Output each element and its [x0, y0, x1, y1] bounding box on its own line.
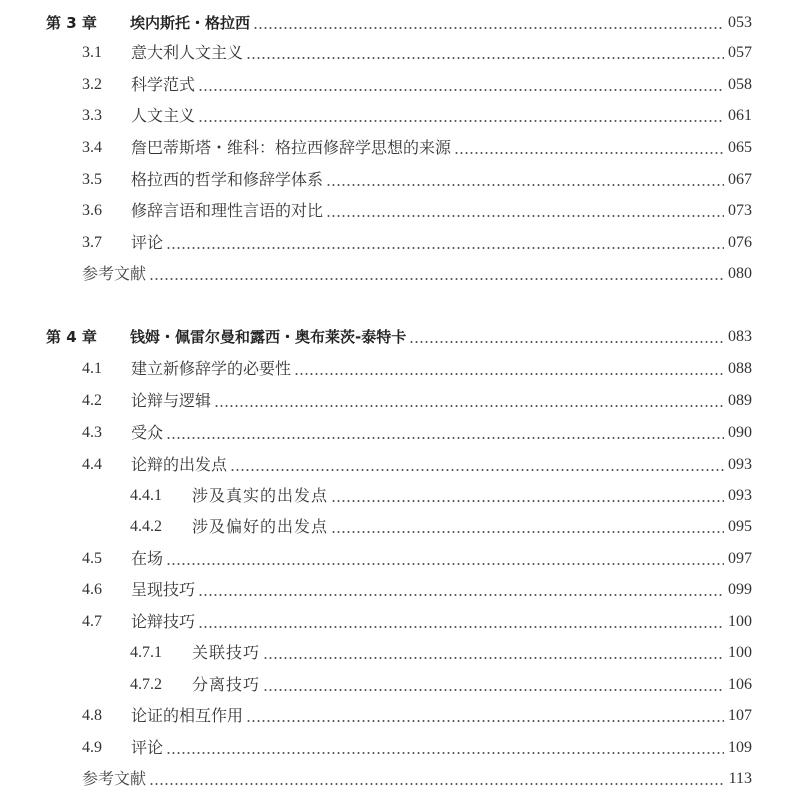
toc-entry-title: 格拉西的哲学和修辞学体系: [131, 170, 324, 189]
dot-leader: [149, 259, 724, 289]
toc-entry-number: 4.4.1: [130, 487, 162, 504]
toc-entry-title: 论证的相互作用: [131, 706, 244, 725]
toc-entry-title: 詹巴蒂斯塔・维科：格拉西修辞学思想的来源: [131, 138, 452, 157]
toc-entry-title: 钱姆・佩雷尔曼和露西・奥布莱茨-泰特卡: [130, 328, 407, 346]
toc-entry-title: 科学范式: [131, 75, 196, 94]
toc-entry-title: 在场: [131, 549, 164, 568]
dot-leader: [454, 133, 724, 163]
dot-leader: [409, 322, 724, 352]
toc-entry-number: 4.4.2: [130, 518, 162, 535]
toc-section-entry[interactable]: [82, 575, 752, 605]
toc-entry-number: 3.2: [82, 76, 102, 93]
toc-entry-title: 评论: [131, 738, 164, 757]
toc-chapter-entry[interactable]: [46, 8, 752, 38]
toc-page-number: 097: [728, 550, 752, 567]
toc-page-number: 053: [728, 14, 752, 31]
toc-section-entry[interactable]: [82, 733, 752, 763]
dot-leader: [198, 607, 724, 637]
toc-page-number: 088: [728, 360, 752, 377]
toc-page-number: 089: [728, 392, 752, 409]
toc-page-number: 093: [728, 487, 752, 504]
dot-leader: [326, 165, 724, 195]
toc-section-entry[interactable]: [82, 418, 752, 448]
toc-entry-number: 4.2: [82, 392, 102, 409]
toc-page-number: 095: [728, 518, 752, 535]
toc-page-number: 099: [728, 581, 752, 598]
toc-page-number: 109: [728, 739, 752, 756]
toc-entry-number: 3.4: [82, 139, 102, 156]
toc-page-number: 061: [728, 107, 752, 124]
toc-entry-number: 4.7: [82, 613, 102, 630]
dot-leader: [198, 575, 724, 605]
toc-page-number: 083: [728, 328, 752, 345]
toc-entry-title: 论辩的出发点: [131, 455, 228, 474]
toc-entry-number: 4.9: [82, 739, 102, 756]
toc-section-entry[interactable]: [82, 607, 752, 637]
toc-entry-title: 参考文献: [82, 769, 147, 788]
toc-entry-number: 4.4: [82, 456, 102, 473]
dot-leader: [149, 764, 725, 794]
toc-section-entry[interactable]: [82, 101, 752, 131]
toc-entry-number: 4.8: [82, 707, 102, 724]
toc-page-number: 100: [728, 613, 752, 630]
toc-entry-title: 建立新修辞学的必要性: [131, 359, 292, 378]
toc-page-number: 057: [728, 44, 752, 61]
toc-entry-title: 涉及偏好的出发点: [192, 517, 329, 536]
toc-entry-number: 3.7: [82, 234, 102, 251]
toc-entry-number: 4.6: [82, 581, 102, 598]
toc-entry-title: 修辞言语和理性言语的对比: [131, 201, 324, 220]
dot-leader: [246, 38, 724, 68]
dot-leader: [253, 8, 724, 38]
dot-leader: [166, 418, 724, 448]
toc-subsection-entry[interactable]: [130, 481, 752, 511]
dot-leader: [198, 70, 724, 100]
toc-section-entry[interactable]: [82, 165, 752, 195]
toc-entry-title: 人文主义: [131, 106, 196, 125]
toc-page-number: 076: [728, 234, 752, 251]
toc-page-number: 065: [728, 139, 752, 156]
toc-references-entry[interactable]: [82, 764, 752, 794]
dot-leader: [198, 101, 724, 131]
toc-entry-title: 呈现技巧: [131, 580, 196, 599]
toc-section-entry[interactable]: [82, 701, 752, 731]
toc-page-number: 100: [728, 644, 752, 661]
toc-section-entry[interactable]: [82, 450, 752, 480]
dot-leader: [166, 733, 724, 763]
toc-page-number: 080: [728, 265, 752, 282]
dot-leader: [246, 701, 724, 731]
toc-section-entry[interactable]: [82, 386, 752, 416]
toc-entry-title: 涉及真实的出发点: [192, 486, 329, 505]
toc-entry-number: 3.1: [82, 44, 102, 61]
toc-entry-number: 4.1: [82, 360, 102, 377]
toc-page-number: 073: [728, 202, 752, 219]
toc-subsection-entry[interactable]: [130, 512, 752, 542]
dot-leader: [214, 386, 724, 416]
toc-entry-number: 4.3: [82, 424, 102, 441]
dot-leader: [294, 354, 724, 384]
toc-entry-title: 评论: [131, 233, 164, 252]
toc-page-number: 093: [728, 456, 752, 473]
dot-leader: [263, 638, 724, 668]
toc-page-number: 113: [728, 770, 752, 787]
toc-chapter-entry[interactable]: [46, 322, 752, 352]
dot-leader: [326, 196, 724, 226]
dot-leader: [166, 544, 724, 574]
dot-leader: [263, 670, 724, 700]
dot-leader: [230, 450, 724, 480]
toc-section-entry[interactable]: [82, 196, 752, 226]
toc-page-number: 067: [728, 171, 752, 188]
toc-subsection-entry[interactable]: [130, 670, 752, 700]
toc-entry-title: 分离技巧: [192, 675, 261, 694]
dot-leader: [331, 481, 724, 511]
dot-leader: [166, 228, 724, 258]
toc-entry-title: 论辩技巧: [131, 612, 196, 631]
toc-entry-number: 4.7.2: [130, 676, 162, 693]
dot-leader: [331, 512, 724, 542]
toc-section-entry[interactable]: [82, 70, 752, 100]
toc-page-number: 106: [728, 676, 752, 693]
toc-entry-number: 3.6: [82, 202, 102, 219]
toc-section-entry[interactable]: [82, 228, 752, 258]
toc-entry-title: 参考文献: [82, 264, 147, 283]
toc-entry-title: 意大利人文主义: [131, 43, 244, 62]
toc-entry-number: 4.5: [82, 550, 102, 567]
toc-references-entry[interactable]: [82, 259, 752, 289]
toc-section-entry[interactable]: [82, 354, 752, 384]
toc-entry-title: 受众: [131, 423, 164, 442]
toc-entry-title: 论辩与逻辑: [131, 391, 212, 410]
toc-page-number: 058: [728, 76, 752, 93]
toc-entry-title: 埃内斯托・格拉西: [130, 14, 251, 32]
toc-subsection-entry[interactable]: [130, 638, 752, 668]
toc-entry-number: 3.5: [82, 171, 102, 188]
toc-entry-number: 4.7.1: [130, 644, 162, 661]
toc-entry-number: 3.3: [82, 107, 102, 124]
toc-page-number: 090: [728, 424, 752, 441]
toc-entry-title: 关联技巧: [192, 643, 261, 662]
toc-entry-number: 第 3 章: [46, 14, 97, 32]
toc-page-number: 107: [728, 707, 752, 724]
toc-section-entry[interactable]: [82, 133, 752, 163]
toc-section-entry[interactable]: [82, 544, 752, 574]
toc-entry-number: 第 4 章: [46, 328, 97, 346]
toc-section-entry[interactable]: [82, 38, 752, 68]
